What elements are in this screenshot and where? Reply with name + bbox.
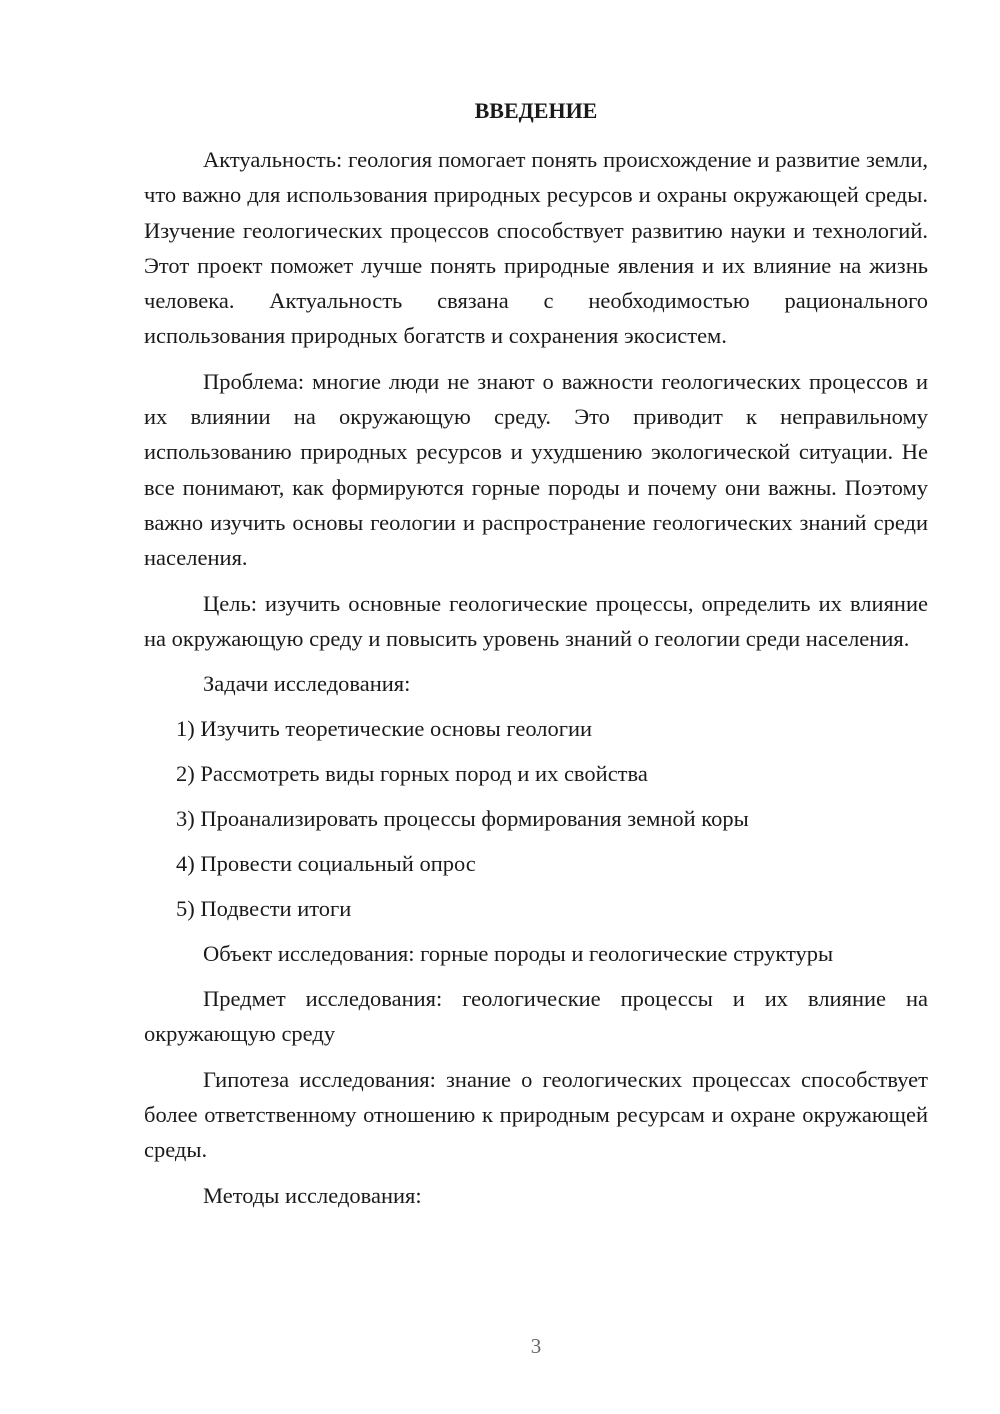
task-item-4: 4) Провести социальный опрос <box>176 851 476 877</box>
page-number: 3 <box>530 1334 542 1358</box>
task-item-3: 3) Проанализировать процессы формирования земной коры <box>176 806 749 832</box>
goal-paragraph: Цель: изучить основные геологические процессы, определить их влияние на окружающую среду и повысить уровень знаний о геологии среди населения. <box>144 590 928 651</box>
methods-heading: Методы исследования: <box>203 1182 422 1208</box>
task-item-1: 1) Изучить теоретические основы геологии <box>176 716 593 742</box>
research-hypothesis: Гипотеза исследования: знание о геологических процессах способствует более ответственному отношению к природным ресурсам и охране окружающей среды. <box>144 1066 928 1163</box>
research-subject: Предмет исследования: геологические процессы и их влияние на окружающую среду <box>144 986 928 1047</box>
research-object: Объект исследования: горные породы и геологические структуры <box>203 941 834 967</box>
section-title: ВВЕДЕНИЕ <box>474 98 598 123</box>
task-item-2: 2) Рассмотреть виды горных пород и их свойства <box>176 761 648 787</box>
tasks-list <box>144 711 928 926</box>
relevance-paragraph: Актуальность: геология помогает понять происхождение и развитие земли, что важно для использования природных ресурсов и охраны окружающей среды. Изучение геологических процессов способствует развитию науки и технологий. Этот проект поможет лучше понять природные явления и их влияние на жизнь человека. Актуальность связана с необходимостью рационального использования природных богатств и сохранения экосистем. <box>144 147 928 349</box>
problem-paragraph: Проблема: многие люди не знают о важности геологических процессов и их влиянии на окружающую среду. Это приводит к неправильному использованию природных ресурсов и ухудшению экологической ситуации. Не все понимают, как формируются горные породы и почему они важны. Поэтому важно изучить основы геологии и распространение геологических знаний среди населения. <box>144 368 928 571</box>
task-item-5: 5) Подвести итоги <box>176 896 352 922</box>
document-page <box>144 94 928 1223</box>
tasks-heading: Задачи исследования: <box>203 671 411 697</box>
